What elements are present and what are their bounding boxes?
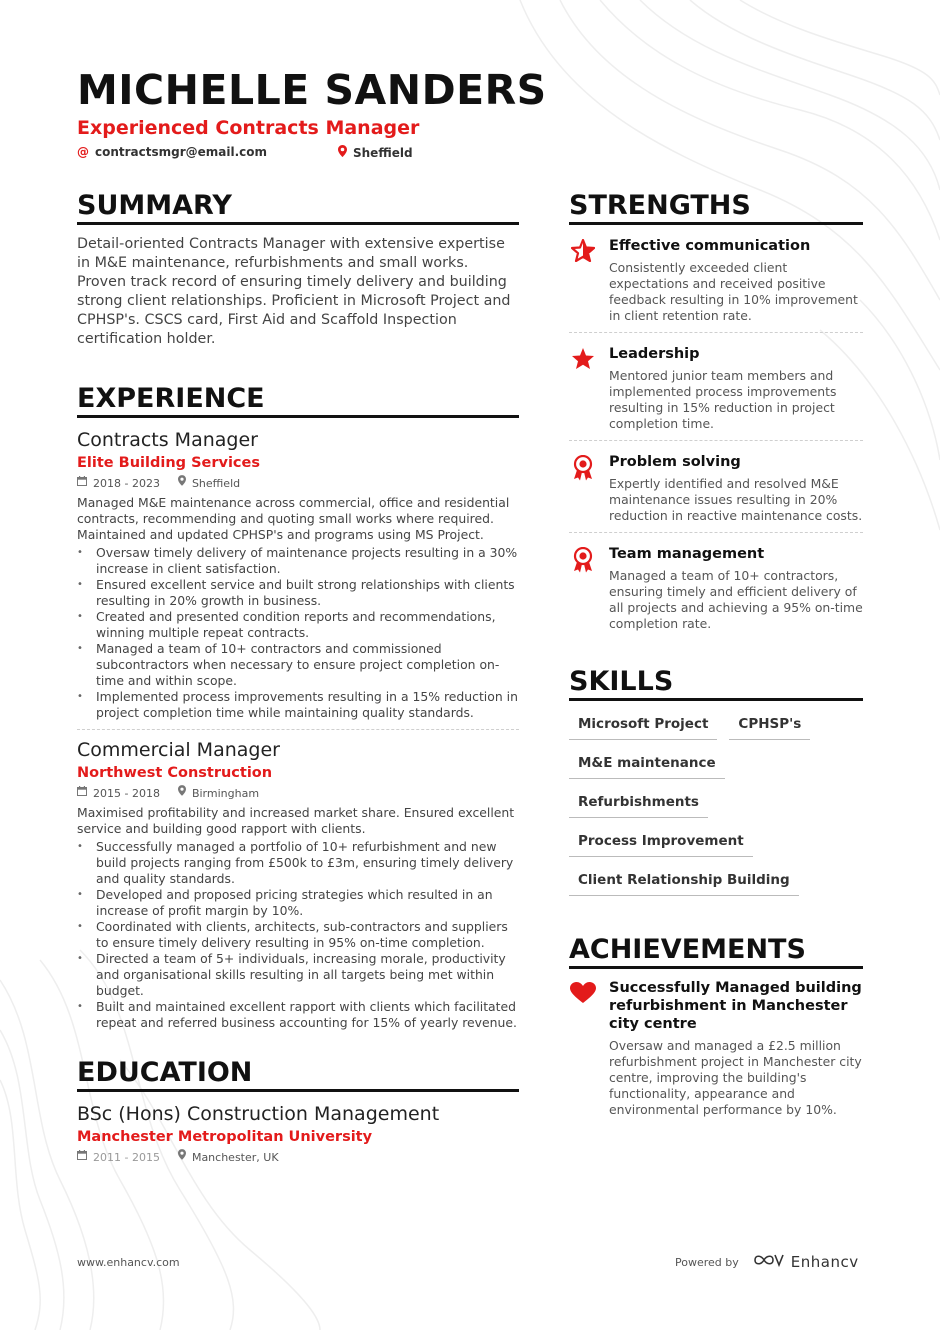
list-item: • Successfully managed a portfolio of 10+ refurbishment and new build projects ranging from £500k to £3m, ensuring timely delivery and quality standards.: [77, 839, 519, 887]
list-item: • Ensured excellent service and built strong relationships with clients resulting in 20% growth in business.: [77, 577, 519, 609]
candidate-headline: Experienced Contracts Manager: [77, 117, 420, 139]
strength-description: Managed a team of 10+ contractors, ensuring timely and efficient delivery of all projects and achieving a 95% on-time completion rate.: [609, 568, 863, 631]
map-pin-icon: [178, 785, 186, 802]
calendar-icon: [77, 786, 87, 802]
candidate-name: MICHELLE SANDERS: [77, 66, 547, 114]
job-location: Sheffield: [191, 476, 241, 490]
medal-icon: [569, 545, 597, 632]
list-item: • Directed a team of 5+ individuals, increasing morale, productivity and organisational skills resulting in all targets being met within budget.: [77, 951, 519, 999]
strength-title: Leadership: [609, 346, 700, 362]
experience-item: [77, 428, 519, 730]
skills-title: SKILLS: [569, 666, 863, 701]
star-outline-icon: [569, 237, 597, 324]
job-role: Commercial Manager: [77, 739, 280, 761]
skill-tag: Refurbishments: [569, 785, 708, 818]
footer-website[interactable]: www.enhancv.com: [77, 1256, 180, 1269]
strength-description: Mentored junior team members and implemented process improvements resulting in 15% reduction in project completion time.: [609, 368, 837, 431]
heart-icon: [569, 979, 597, 1118]
right-column: [569, 190, 863, 1118]
summary-title: SUMMARY: [77, 190, 519, 225]
experience-item: [77, 738, 519, 1031]
star-icon: [569, 345, 597, 432]
skill-tag: Process Improvement: [569, 824, 753, 857]
strength-title: Team management: [609, 546, 765, 562]
job-bullets: [77, 839, 519, 1031]
skill-tag: Client Relationship Building: [569, 863, 799, 896]
list-item: • Developed and proposed pricing strategies which resulted in an increase of profit margin by 10%.: [77, 887, 519, 919]
job-dates: 2018 - 2023: [93, 476, 160, 490]
list-item: • Oversaw timely delivery of maintenance projects resulting in a 30% increase in client satisfaction.: [77, 545, 519, 577]
at-icon: @: [77, 145, 89, 159]
strength-item: [569, 441, 863, 533]
job-role: Contracts Manager: [77, 429, 258, 451]
strength-title: Problem solving: [609, 454, 741, 470]
list-item: • Managed a team of 10+ contractors and commissioned subcontractors when necessary to ensure project completion on-time and within scope.: [77, 641, 519, 689]
strength-description: Consistently exceeded client expectations and received positive feedback resulting in 10% improvement in client retention rate.: [609, 260, 858, 323]
education-title: EDUCATION: [77, 1057, 519, 1092]
experience-title: EXPERIENCE: [77, 383, 519, 418]
brand-name: Enhancv: [790, 1253, 859, 1271]
footer-branding[interactable]: [675, 1252, 859, 1272]
left-column: [77, 190, 519, 1166]
brand-logo: [753, 1252, 859, 1272]
strengths-title: STRENGTHS: [569, 190, 863, 225]
skill-tag: CPHSP's: [729, 707, 810, 740]
achievement-item: [569, 979, 863, 1118]
job-meta: [77, 785, 519, 802]
education-meta: [77, 1149, 519, 1166]
strength-item: [569, 225, 863, 333]
strength-item: [569, 333, 863, 441]
job-dates: 2015 - 2018: [93, 786, 160, 800]
summary-text: Detail-oriented Contracts Manager with extensive expertise in M&E maintenance, refurbishments and small works. Proven track record of ensuring timely delivery and building strong client relationships. Proficient in Microsoft Project and CPHSP's. CSCS card, First Aid and Scaffold Inspection certification holder.: [77, 236, 511, 347]
education-dates: 2011 - 2015: [93, 1150, 160, 1164]
email-text: contractsmgr@email.com: [95, 145, 268, 159]
skill-tag: Microsoft Project: [569, 707, 717, 740]
list-item: • Built and maintained excellent rapport with clients which facilitated repeat and referred business accounting for 15% of yearly revenue.: [77, 999, 519, 1031]
list-item: • Implemented process improvements resulting in a 15% reduction in project completion time while maintaining quality standards.: [77, 689, 519, 721]
job-location: Birmingham: [191, 786, 260, 800]
strength-item: [569, 533, 863, 640]
education-item: [77, 1102, 519, 1166]
school: Manchester Metropolitan University: [77, 1129, 373, 1145]
job-description: Managed M&E maintenance across commercial, office and residential contracts, recommending and quoting small works where required. Maintained and updated CPHSP's and programs using MS Project.: [77, 495, 510, 542]
divider: [77, 729, 519, 730]
job-bullets: [77, 545, 519, 721]
education-location: Manchester, UK: [191, 1150, 279, 1164]
contact-location: [338, 145, 413, 160]
achievements-title: ACHIEVEMENTS: [569, 934, 863, 969]
map-pin-icon: [178, 475, 186, 492]
calendar-icon: [77, 1150, 87, 1166]
achievement-title: Successfully Managed building refurbishment in Manchester city centre: [609, 980, 862, 1032]
medal-icon: [569, 453, 597, 524]
enhancv-logo-icon: [753, 1252, 785, 1272]
strength-description: Expertly identified and resolved M&E maintenance issues resulting in 20% reduction in reactive maintenance costs.: [609, 476, 863, 523]
map-pin-icon: [338, 145, 347, 160]
skill-tag: M&E maintenance: [569, 746, 725, 779]
list-item: • Coordinated with clients, architects, sub-contractors and suppliers to ensure timely delivery resulting in 95% on-time completion.: [77, 919, 519, 951]
achievement-description: Oversaw and managed a £2.5 million refurbishment project in Manchester city centre, improving the building's functionality, appearance and environmental performance by 10%.: [609, 1038, 862, 1117]
degree: BSc (Hons) Construction Management: [77, 1103, 440, 1125]
job-description: Maximised profitability and increased market share. Ensured excellent service and building good rapport with clients.: [77, 805, 515, 836]
skills-list: [569, 707, 863, 902]
list-item: • Created and presented condition reports and recommendations, winning multiple repeat contracts.: [77, 609, 519, 641]
job-company: Elite Building Services: [77, 455, 260, 471]
location-text: Sheffield: [353, 145, 413, 160]
powered-by-text: Powered by: [675, 1255, 739, 1269]
job-meta: [77, 475, 519, 492]
calendar-icon: [77, 476, 87, 492]
strength-title: Effective communication: [609, 238, 811, 254]
map-pin-icon: [178, 1149, 186, 1166]
job-company: Northwest Construction: [77, 765, 273, 781]
contact-email[interactable]: [77, 145, 267, 159]
